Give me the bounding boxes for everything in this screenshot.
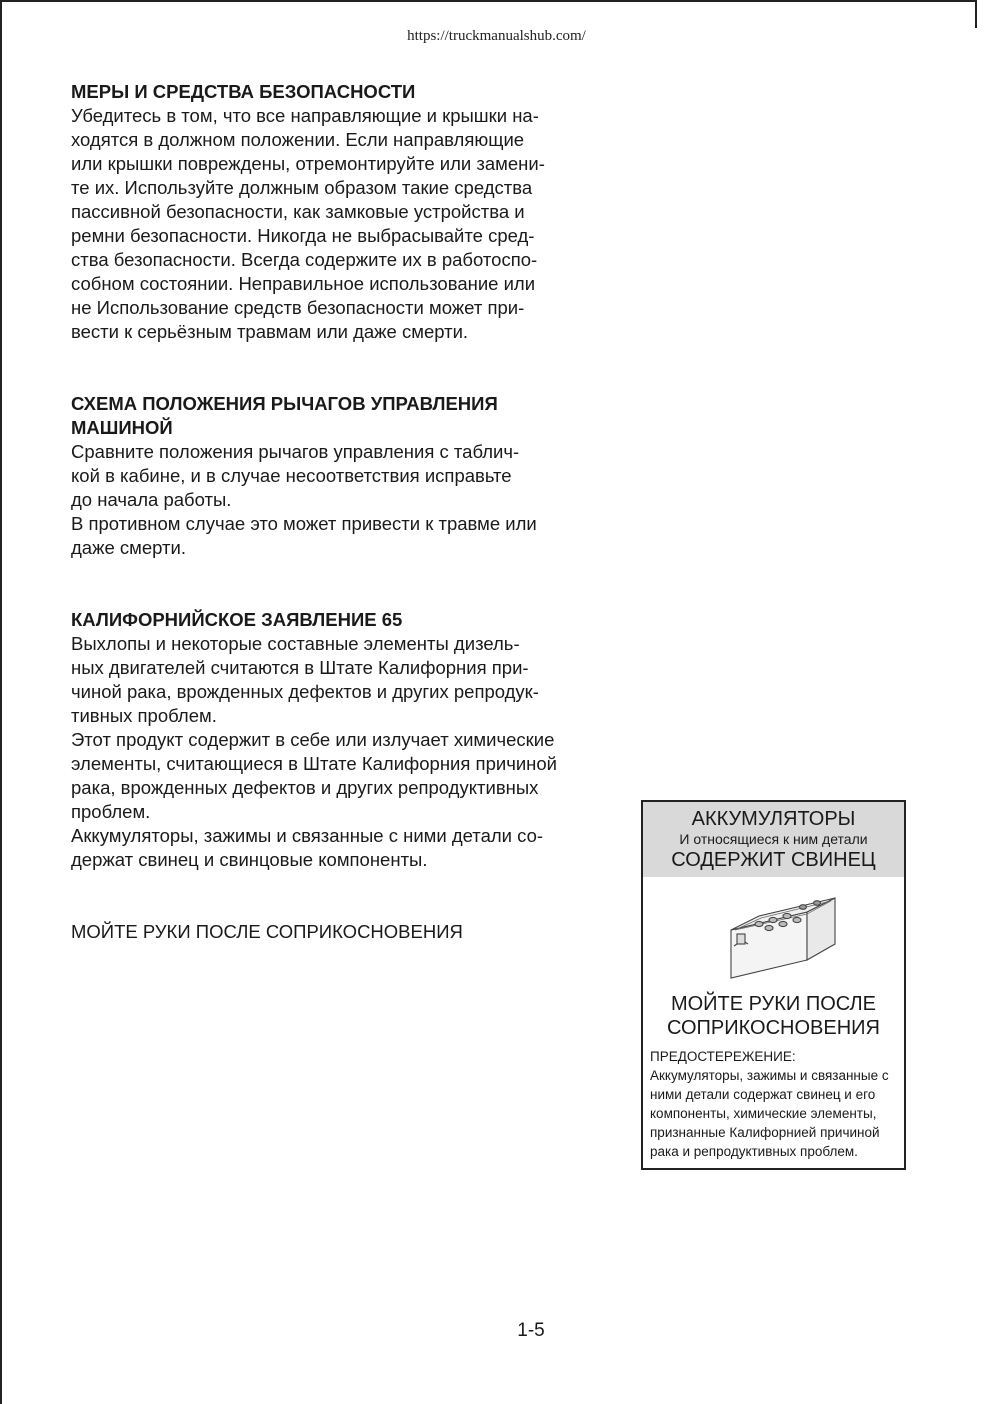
text-line: держат свинец и свинцовые компоненты.: [71, 849, 428, 870]
wash-hands-notice: [643, 992, 904, 1040]
warning-subtitle: И относящиеся к ним детали: [679, 831, 868, 847]
warning-title: АККУМУЛЯТОРЫ: [691, 808, 856, 830]
text-line: Этот продукт содержит в себе или излучает химические: [71, 729, 555, 750]
page-border-top: [0, 0, 976, 2]
text-line: ремни безопасности. Никогда не выбрасывайте сред-: [71, 225, 535, 246]
text-line: Сравните положения рычагов управления с таблич-: [71, 441, 520, 462]
section-text: [71, 632, 591, 872]
text-line: проблем.: [71, 801, 151, 822]
text-line: даже смерти.: [71, 537, 186, 558]
section-text: [71, 104, 591, 344]
battery-icon: [723, 882, 843, 982]
heading-line: КАЛИФОРНИЙСКОЕ ЗАЯВЛЕНИЕ 65: [71, 609, 403, 630]
section-heading: [71, 392, 591, 440]
text-line: ства безопасности. Всегда содержите их в работоспо-: [71, 249, 538, 270]
text-line: не Использование средств безопасности может при-: [71, 297, 525, 318]
battery-warning-label: [641, 800, 906, 1170]
caution-line: признанные Калифорнией причиной: [650, 1125, 880, 1140]
text-line: вести к серьёзным травмам или даже смерти.: [71, 321, 469, 342]
text-line: элементы, считающиеся в Штате Калифорния причиной: [71, 753, 558, 774]
section-safety-measures: [71, 80, 591, 344]
text-line: пассивной безопасности, как замковые устройства и: [71, 201, 525, 222]
caution-line: Аккумуляторы, зажимы и связанные с: [650, 1068, 889, 1083]
section-control-levers: [71, 392, 591, 560]
text-line: В противном случае это может привести к травме или: [71, 513, 537, 534]
page-border-right: [975, 0, 977, 28]
caution-line: компоненты, химические элементы,: [650, 1106, 877, 1121]
caution-line: ними детали содержат свинец и его: [650, 1087, 876, 1102]
caution-text: [650, 1047, 905, 1161]
heading-line: СХЕМА ПОЛОЖЕНИЯ РЫЧАГОВ УПРАВЛЕНИЯ: [71, 393, 498, 414]
text-line: Убедитесь в том, что все направляющие и крышки на-: [71, 105, 539, 126]
section-heading: [71, 608, 591, 632]
text-line: ных двигателей считаются в Штате Калифорния при-: [71, 657, 529, 678]
section-text: [71, 920, 591, 944]
text-line: ходятся в должном положении. Если направляющие: [71, 129, 525, 150]
page-border-left: [0, 0, 2, 1404]
section-california-prop65: [71, 608, 591, 872]
text-line: Аккумуляторы, зажимы и связанные с ними детали со-: [71, 825, 544, 846]
text-line: кой в кабине, и в случае несоответствия исправьте: [71, 465, 512, 486]
source-url: https://truckmanualshub.com/: [407, 28, 586, 44]
section-wash-hands: [71, 920, 591, 944]
text-line: те их. Используйте должным образом такие средства: [71, 177, 533, 198]
text-line: Выхлопы и некоторые составные элементы дизель-: [71, 633, 520, 654]
text-line: чиной рака, врожденных дефектов и других репродук-: [71, 681, 539, 702]
section-heading: [71, 80, 591, 104]
warning-lead: СОДЕРЖИТ СВИНЕЦ: [671, 849, 876, 871]
section-text: [71, 440, 591, 560]
heading-line: МЕРЫ И СРЕДСТВА БЕЗОПАСНОСТИ: [71, 81, 416, 102]
text-line: собном состоянии. Неправильное использование или: [71, 273, 536, 294]
warning-header: [643, 802, 904, 877]
text-line: или крышки повреждены, отремонтируйте или замени-: [71, 153, 545, 174]
wash-line: МОЙТЕ РУКИ ПОСЛЕ: [670, 993, 877, 1015]
caution-line: рака и репродуктивных проблем.: [650, 1144, 858, 1159]
text-line: до начала работы.: [71, 489, 232, 510]
text-line: тивных проблем.: [71, 705, 217, 726]
heading-line: МАШИНОЙ: [71, 417, 173, 438]
page-number: 1-5: [517, 1320, 545, 1341]
text-line: МОЙТЕ РУКИ ПОСЛЕ СОПРИКОСНОВЕНИЯ: [71, 921, 463, 942]
wash-line: СОПРИКОСНОВЕНИЯ: [666, 1017, 881, 1039]
caution-line: ПРЕДОСТЕРЕЖЕНИЕ:: [650, 1049, 796, 1064]
text-line: рака, врожденных дефектов и других репродуктивных: [71, 777, 539, 798]
